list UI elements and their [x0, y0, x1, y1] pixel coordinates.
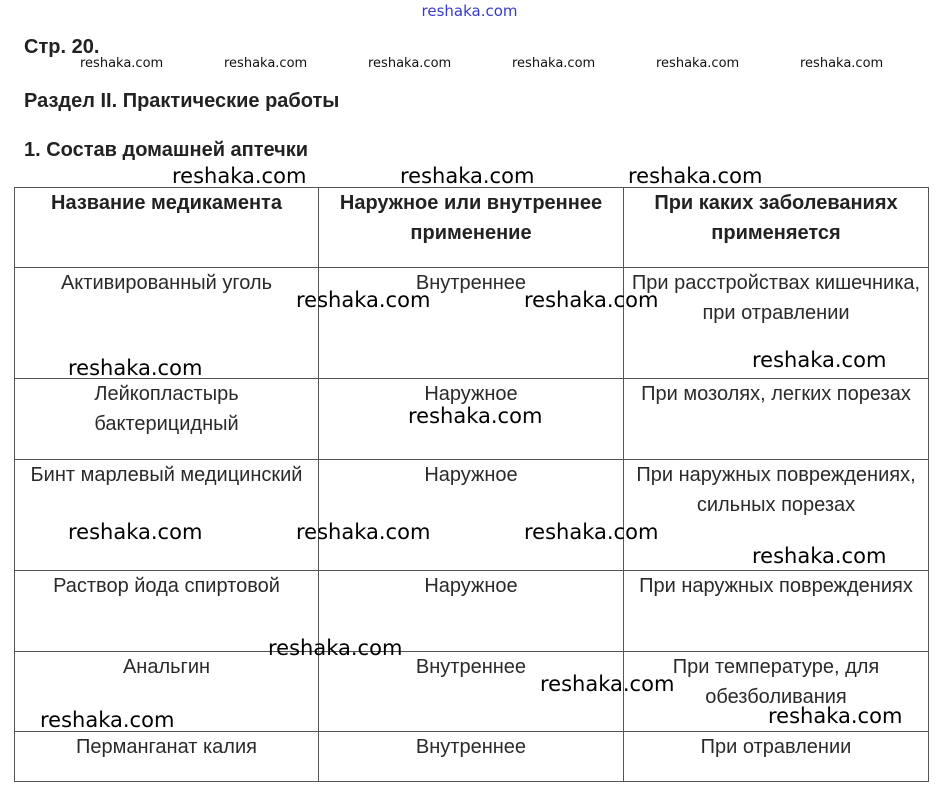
watermark: reshaka.com	[540, 672, 675, 696]
table-row	[15, 732, 929, 782]
table-header-row	[15, 188, 929, 268]
watermark: reshaka.com	[268, 636, 403, 660]
header-application: Наружное или внутреннее применение	[319, 188, 624, 268]
cell-medicine: Раствор йода спиртовой	[15, 571, 319, 652]
watermark: reshaka.com	[68, 520, 203, 544]
watermark: reshaka.com	[172, 164, 307, 188]
cell-medicine: Перманганат калия	[15, 732, 319, 782]
watermark-small: reshaka.com	[368, 56, 452, 71]
watermark: reshaka.com	[68, 356, 203, 380]
cell-application: Внутреннее	[319, 652, 624, 732]
watermark-small: reshaka.com	[80, 56, 164, 71]
watermark: reshaka.com	[752, 544, 887, 568]
cell-application: Внутреннее	[319, 732, 624, 782]
cell-application: Наружное	[319, 379, 624, 460]
watermark: reshaka.com	[768, 704, 903, 728]
cell-medicine: Лейкопластырь бактерицидный	[15, 379, 319, 460]
watermark-small: reshaka.com	[800, 56, 884, 71]
header-diseases: При каких заболеваниях применяется	[624, 188, 929, 268]
watermark: reshaka.com	[296, 288, 431, 312]
cell-medicine: Анальгин	[15, 652, 319, 732]
task-title: 1. Состав домашней аптечки	[24, 139, 309, 161]
cell-medicine: Активированный уголь	[15, 268, 319, 379]
page-label: Стр. 20.	[24, 36, 100, 58]
watermark: reshaka.com	[628, 164, 763, 188]
watermark-small: reshaka.com	[224, 56, 308, 71]
watermark-top: reshaka.com	[421, 2, 518, 20]
cell-application: Наружное	[319, 460, 624, 571]
watermark: reshaka.com	[752, 348, 887, 372]
cell-application: Наружное	[319, 571, 624, 652]
watermark: reshaka.com	[40, 708, 175, 732]
watermark-small: reshaka.com	[656, 56, 740, 71]
cell-diseases: При мозолях, легких порезах	[624, 379, 929, 460]
cell-diseases: При наружных повреждениях, сильных порезах	[624, 460, 929, 571]
cell-application: Внутреннее	[319, 268, 624, 379]
watermark: reshaka.com	[408, 404, 543, 428]
table-row	[15, 571, 929, 652]
cell-diseases: При температуре, для обезболивания	[624, 652, 929, 732]
cell-diseases: При наружных повреждениях	[624, 571, 929, 652]
cell-diseases: При расстройствах кишечника, при отравлении	[624, 268, 929, 379]
section-title: Раздел II. Практические работы	[24, 90, 340, 112]
cell-medicine: Бинт марлевый медицинский	[15, 460, 319, 571]
medicine-table	[14, 187, 929, 782]
watermark: reshaka.com	[400, 164, 535, 188]
watermark-small: reshaka.com	[512, 56, 596, 71]
header-medicine-name: Название медикамента	[15, 188, 319, 268]
watermark: reshaka.com	[524, 288, 659, 312]
watermark: reshaka.com	[524, 520, 659, 544]
watermark: reshaka.com	[296, 520, 431, 544]
cell-diseases: При отравлении	[624, 732, 929, 782]
